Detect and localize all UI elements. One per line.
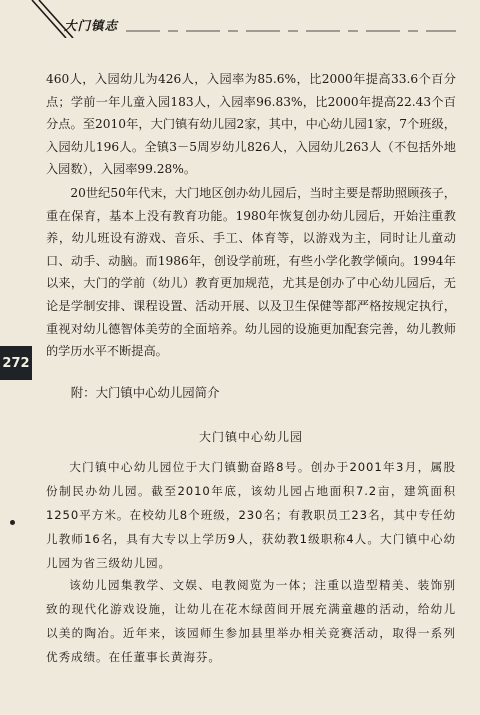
body-paragraph-1: 460人，入园幼儿为426人，入园率为85.6%，比2000年提高33.6个百分点；学前一年儿童入园183人，入园率96.83%，比2000年提高22.43个百分点。至2010年，大门镇有幼儿园2家，其中，中心幼儿园1家，7个班级，入园幼儿196人。全镇3－5周岁幼儿826人，入园幼儿263人（不包括外地入园数），入园率99.28%。 <box>46 72 456 177</box>
running-header-title: 大门镇志 <box>64 18 119 33</box>
margin-dot <box>10 520 15 525</box>
appendix-paragraph-1: 大门镇中心幼儿园位于大门镇勤奋路8号。创办于2001年3月，属股份制民办幼儿园。截至2010年底，该幼儿园占地面积7.2亩，建筑面积1250平方米。在校幼儿8个班级，230名；有教职员工23名，其中专任幼儿教师16名，具有大专以上学历9人，获幼教1级职称4人。大门镇中心幼儿园为省三级幼儿园。 <box>46 460 456 570</box>
appendix-paragraph-2: 该幼儿园集教学、文娱、电教阅览为一体；注重以造型精美、装饰别致的现代化游戏设施，让幼儿在花木绿茵间开展充满童趣的活动，给幼儿以美的陶冶。近年来，该园师生参加县里举办相关竞赛活动，取得一系列优秀成绩。在任董事长黄海芬。 <box>46 578 456 664</box>
appendix-heading: 附：大门镇中心幼儿园简介 <box>70 385 220 400</box>
page-number-tab: 272 <box>0 346 32 380</box>
appendix-title: 大门镇中心幼儿园 <box>198 430 303 444</box>
body-paragraph-2: 20世纪50年代末，大门地区创办幼儿园后，当时主要是帮助照顾孩子，重在保育，基本上没有教育功能。1980年恢复创办幼儿园后，开始注重教养，幼儿班设有游戏、音乐、手工、体育等，以游戏为主，同时让儿童动口、动手、动脑。而1986年，创设学前班，有些小学化教学倾向。1994年以来，大门的学前（幼儿）教育更加规范，尤其是创办了中心幼儿园后，无论是学制安排、课程设置、活动开展、以及卫生保健等都严格按规定执行，重视对幼儿德智体美劳的全面培养。幼儿园的设施更加配套完善，幼儿教师的学历水平不断提高。 <box>46 186 456 359</box>
header-rule <box>126 28 456 34</box>
